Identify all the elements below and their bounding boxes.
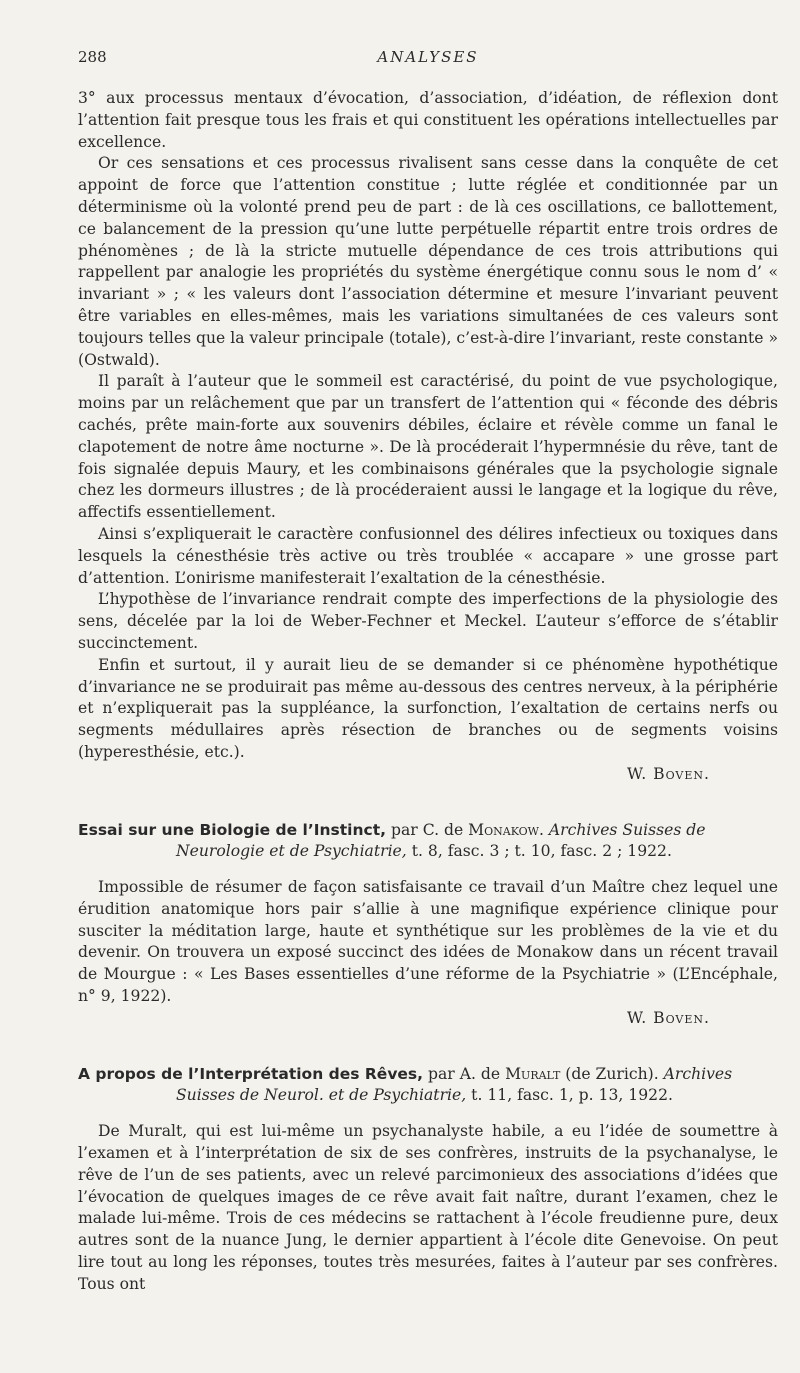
signature: W. Boven. bbox=[626, 764, 710, 783]
paragraph: Il paraît à l’auteur que le sommeil est caractérisé, du point de vue psychologique, moins par un relâchement que par un transfert de l’attention qui « féconde des débris cachés, prête main-forte aux souvenirs débiles, éclaire et révèle comme un fanal le clapotement de notre âme nocturne ». De là procéderait l’hypermnésie du rêve, tant de fois signalée depuis Maury, et les combinaisons générales que la psychologie signale chez les dormeurs illustres ; de là procéderaient aussi le langage et la logique du rêve, affectifs essentiellement. bbox=[78, 372, 778, 522]
paragraph: Ainsi s’expliquerait le caractère confusionnel des délires infectieux ou toxiques dans lesquels la cénesthésie très active ou très troublée « accapare » une grosse part d’attention. L’onirisme manifesterait l’exaltation de la cénesthésie. bbox=[78, 524, 778, 587]
review-body: De Muralt, qui est lui-même un psychanalyste habile, a eu l’idée de soumettre à l’examen et à l’interprétation de six de ses confrères, instruits de la psychanalyse, le rêve de l’un de ses patients, avec un relevé parcimonieux des associations d’idées que l’évocation de quelques images de ce rêve avait fait naître, durant l’examen, chez le malade lui-même. Trois de ces médecins se rattachent à l’école freudienne pure, deux autres sont de la nuance Jung, le dernier appartient à l’école dite Genevoise. On peut lire tout au long les réponses, toutes très mesurées, faites à l’auteur par ses confrères. Tous ont bbox=[78, 1122, 778, 1293]
signature: W. Boven. bbox=[626, 1008, 710, 1027]
review-author: Muralt bbox=[505, 1064, 561, 1083]
paragraph: 3° aux processus mentaux d’évocation, d’association, d’idéation, de réflexion dont l’attention fait presque tous les frais et qui constituent les opérations intellectuelles par excellence. bbox=[78, 89, 778, 151]
page-header bbox=[78, 48, 778, 74]
page-number: 288 bbox=[78, 48, 107, 66]
paragraph: Or ces sensations et ces processus rivalisent sans cesse dans la conquête de cet appoint de force que l’attention constitue ; lutte réglée et conditionnée par un déterminisme où la volonté prend peu de part : de là ces oscillations, ce ballottement, ce balancement de la pression qu’une lutte perpétuelle répartit entre trois ordres de phénomènes ; de là la stricte mutuelle dépendance de ces trois attributions qui rappellent par analogie les propriétés du système énergétique connu sous le nom d’ « invariant » ; « les valeurs dont l’association détermine et mesure l’invariant peuvent être variables en elles-mêmes, mais les variations simultanées de ces valeurs sont toujours telles que la valeur principale (totale), c’est-à-dire l’invariant, reste constante » (Ostwald). bbox=[78, 154, 778, 369]
paragraph: L’hypothèse de l’invariance rendrait compte des imperfections de la physiologie des sens, décelée par la loi de Weber-Fechner et Meckel. L’auteur s’efforce de s’établir succinctement. bbox=[78, 590, 778, 652]
review-body: Impossible de résumer de façon satisfaisante ce travail d’un Maître chez lequel une érudition anatomique hors pair s’allie à une magnifique expérience clinique pour susciter la méditation large, haute et synthétique sur les problèmes de la vie et du devenir. On trouvera un exposé succinct des idées de Monakow dans un récent travail de Mourgue : « Les Bases essentielles d’une réforme de la Psychiatrie » (L’Encéphale, n° 9, 1922). bbox=[78, 878, 778, 1006]
paragraph: Enfin et surtout, il y aurait lieu de se demander si ce phénomène hypothétique d’invariance ne se produirait pas même au-dessous des centres nerveux, à la périphérie et n’expliquerait pas la suppléance, la surfonction, l’exaltation de certains nerfs ou segments médullaires après résection de branches ou de segments voisins (hyperesthésie, etc.). bbox=[78, 655, 778, 761]
page bbox=[78, 48, 778, 1296]
review-monakow bbox=[78, 820, 778, 1030]
review-title: A propos de l’Interprétation des Rêves, bbox=[78, 1064, 424, 1083]
review-heading: Essai sur une Biologie de l’Instinct, par C. de Monakow. Archives Suisses de Neurologie et de Psychiatrie, t. 8, fasc. 3 ; t. 10, fasc. 2 ; 1922. bbox=[78, 820, 706, 861]
running-head: ANALYSES bbox=[377, 48, 479, 66]
review-author: Monakow. bbox=[468, 820, 544, 839]
review-title: Essai sur une Biologie de l’Instinct, bbox=[78, 820, 387, 839]
review-muralt bbox=[78, 1064, 778, 1296]
review-heading: A propos de l’Interprétation des Rêves, par A. de Muralt (de Zurich). Archives Suisses de Neurol. et de Psychiatrie, t. 11, fasc. 1, p. 13, 1922. bbox=[78, 1064, 733, 1105]
